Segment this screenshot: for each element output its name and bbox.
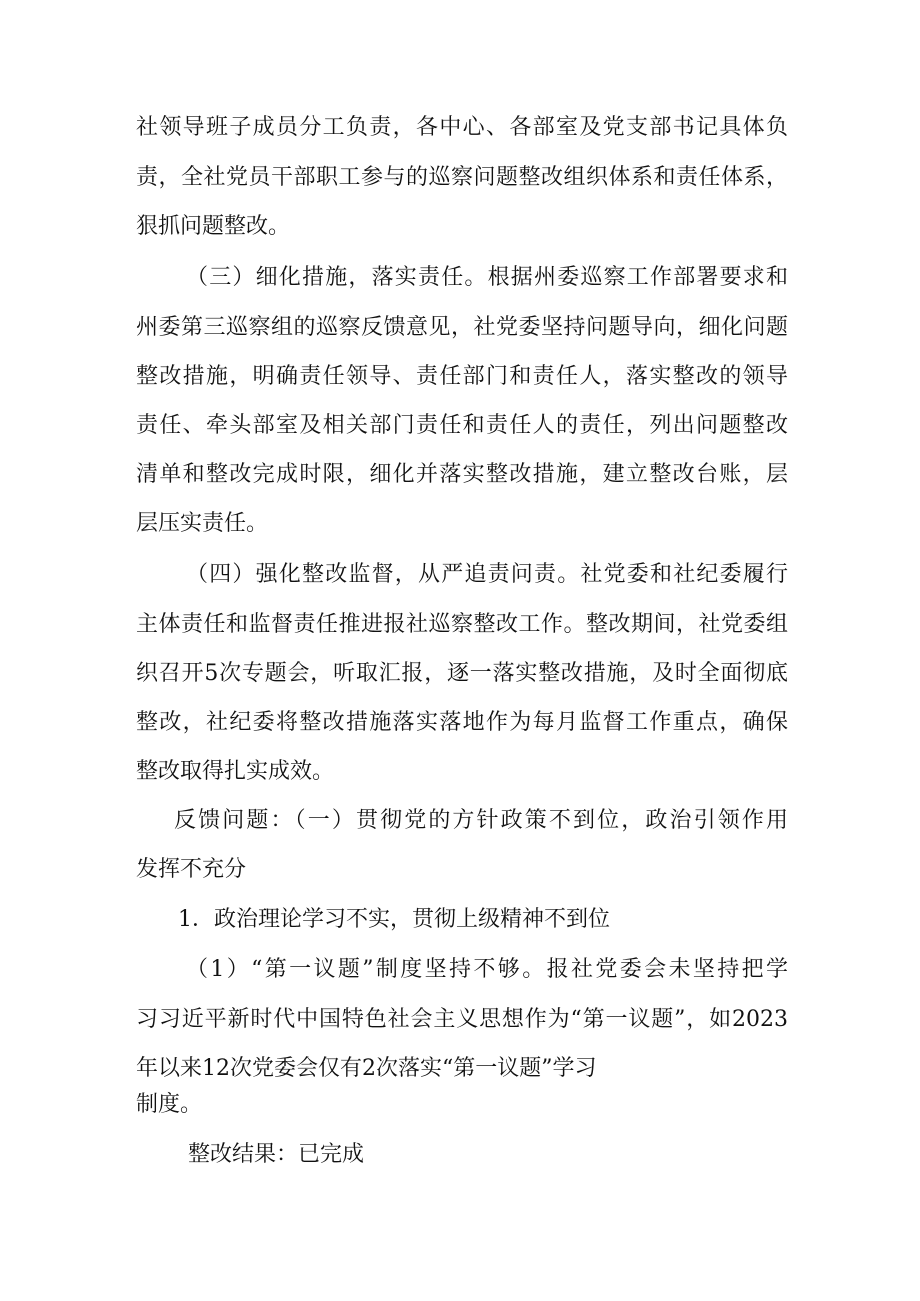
paragraph-line: 反馈问题：（一）贯彻党的方针政策不到位，政治引领作用 <box>174 808 788 833</box>
paragraph-line: 狠抓问题整改。 <box>136 214 291 239</box>
paragraph-line: （四）强化整改监督，从严追责问责。社党委和社纪委履行 <box>186 562 788 587</box>
result-line: 整改结果：已完成 <box>188 1142 365 1167</box>
paragraph-line: 层压实责任。 <box>136 511 269 536</box>
paragraph-line: 织召开5次专题会，听取汇报，逐一落实整改措施，及时全面彻底 <box>136 661 788 686</box>
paragraph-line: 责任、牵头部室及相关部门责任和责任人的责任，列出问题整改 <box>136 413 788 438</box>
paragraph-line: 州委第三巡察组的巡察反馈意见，社党委坚持问题导向，细化问题 <box>136 315 788 340</box>
section-heading: 1．政治理论学习不实，贯彻上级精神不到位 <box>178 907 610 932</box>
paragraph-line: 整改取得扎实成效。 <box>136 759 335 784</box>
paragraph-line: 制度。 <box>136 1092 203 1117</box>
paragraph-line: 发挥不充分 <box>136 857 247 882</box>
paragraph-line: 习习近平新时代中国特色社会主义思想作为“第一议题”，如2023 <box>136 1007 788 1032</box>
paragraph-line: 责，全社党员干部职工参与的巡察问题整改组织体系和责任体系， <box>136 165 788 190</box>
paragraph-line: 主体责任和监督责任推进报社巡察整改工作。整改期间，社党委组 <box>136 612 788 637</box>
paragraph-line: 整改，社纪委将整改措施落实落地作为每月监督工作重点，确保 <box>136 710 788 735</box>
paragraph-line: 社领导班子成员分工负责，各中心、各部室及党支部书记具体负 <box>136 115 788 140</box>
paragraph-line: 整改措施，明确责任领导、责任部门和责任人，落实整改的领导 <box>136 364 788 389</box>
paragraph-line: （1）“第一议题”制度坚持不够。报社党委会未坚持把学 <box>186 957 788 982</box>
paragraph-line: （三）细化措施，落实责任。根据州委巡察工作部署要求和 <box>186 265 788 290</box>
paragraph-line: 年以来12次党委会仅有2次落实“第一议题”学习 <box>136 1056 597 1081</box>
paragraph-line: 清单和整改完成时限，细化并落实整改措施，建立整改台账，层 <box>136 462 788 487</box>
